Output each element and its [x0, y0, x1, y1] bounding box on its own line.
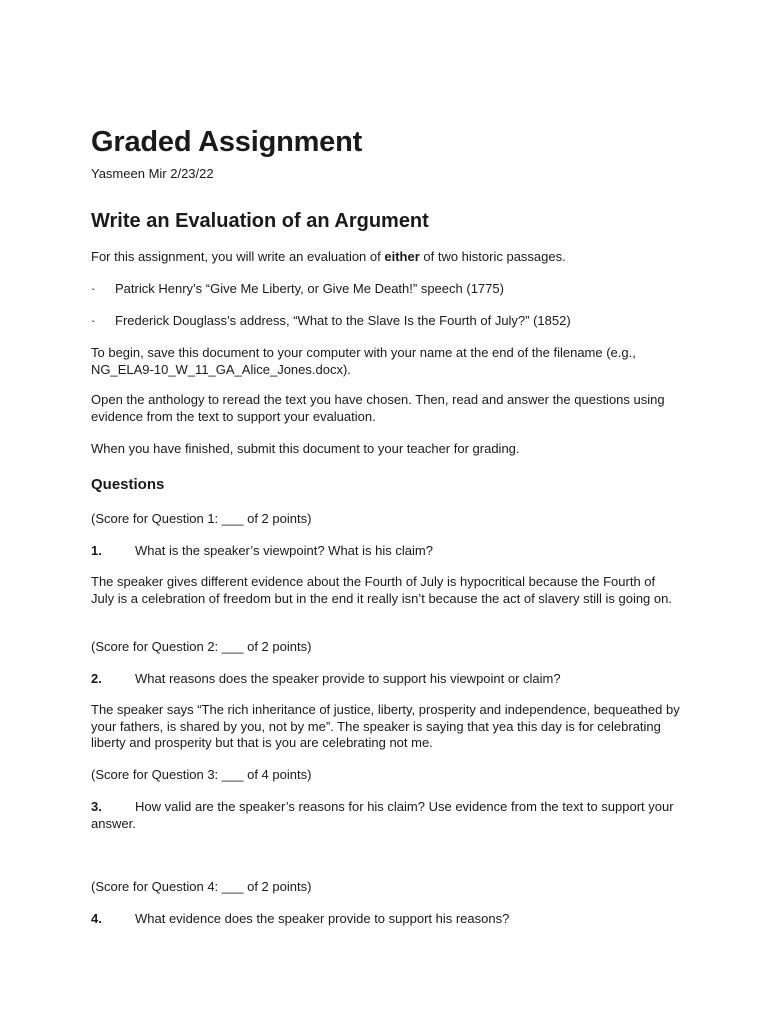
author-date-line: Yasmeen Mir 2/23/22	[91, 166, 214, 181]
intro-paragraph	[91, 249, 681, 266]
answer-q2[interactable]: The speaker says “The rich inheritance of justice, liberty, prosperity and independence, bequeathed by your fathers, is shared by you, not by me”. The speaker is saying that yea this day is for celebrating liberty and prosperity but that is you are celebrating not me.	[91, 702, 680, 750]
intro-emphasis: either	[384, 249, 420, 264]
question-number: 4.	[91, 911, 102, 926]
question-prompt: What is the speaker’s viewpoint? What is his claim?	[135, 543, 433, 558]
bullet-item-henry	[91, 281, 681, 298]
question-number: 3.	[91, 799, 102, 814]
instructions-save: To begin, save this document to your computer with your name at the end of the filename (e.g., NG_ELA9-10_W_11_GA_Alice_Jones.docx).	[91, 345, 636, 377]
question-3	[91, 799, 681, 832]
intro-text-after: of two historic passages.	[419, 249, 566, 264]
score-line-q1: (Score for Question 1: ___ of 2 points)	[91, 511, 312, 526]
question-prompt: What reasons does the speaker provide to support his viewpoint or claim?	[135, 671, 561, 686]
questions-heading: Questions	[91, 476, 165, 493]
bullet-text: Patrick Henry’s “Give Me Liberty, or Give Me Death!” speech (1775)	[115, 281, 504, 296]
question-prompt: What evidence does the speaker provide to support his reasons?	[135, 911, 510, 926]
intro-text-before: For this assignment, you will write an evaluation of	[91, 249, 385, 264]
question-number: 2.	[91, 671, 102, 686]
score-line-q4: (Score for Question 4: ___ of 2 points)	[91, 879, 312, 894]
score-line-q3: (Score for Question 3: ___ of 4 points)	[91, 767, 312, 782]
score-line-q2: (Score for Question 2: ___ of 2 points)	[91, 639, 312, 654]
instructions-reread: Open the anthology to reread the text you have chosen. Then, read and answer the questions using evidence from the text to support your evaluation.	[91, 392, 665, 424]
bullet-marker: ·	[91, 281, 96, 296]
answer-q1[interactable]: The speaker gives different evidence about the Fourth of July is hypocritical because the Fourth of July is a celebration of freedom but in the end it really isn’t because the act of slavery still is going on.	[91, 574, 672, 606]
bullet-item-douglass	[91, 313, 681, 330]
page-title: Graded Assignment	[91, 126, 363, 158]
bullet-text: Frederick Douglass’s address, “What to the Slave Is the Fourth of July?” (1852)	[115, 313, 571, 328]
answer-q3[interactable]	[91, 835, 681, 865]
question-2	[91, 671, 681, 688]
question-number: 1.	[91, 543, 102, 558]
question-1	[91, 543, 681, 560]
assignment-subtitle: Write an Evaluation of an Argument	[91, 210, 429, 232]
bullet-marker: ·	[91, 313, 96, 328]
instructions-submit: When you have finished, submit this document to your teacher for grading.	[91, 441, 520, 456]
question-prompt: How valid are the speaker’s reasons for his claim? Use evidence from the text to support your answer.	[91, 799, 674, 831]
question-4	[91, 911, 681, 928]
